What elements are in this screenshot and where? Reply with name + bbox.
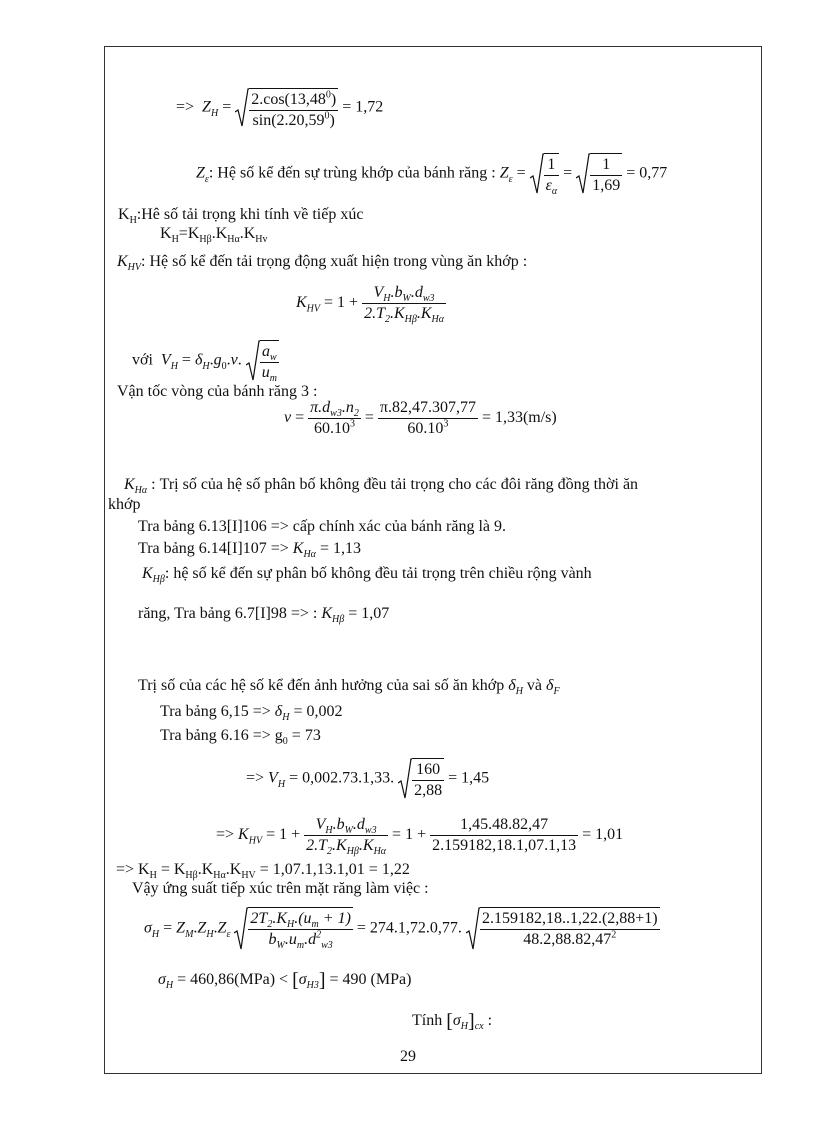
vh-value: => $V_H = 0,002.73.1,33$. $\frac{160}{2,88}$ = 1,45 [246, 758, 489, 800]
error-coefficients: Trị số của các hệ số kể đến ảnh hưởng của sai số ăn khớp $\delta_H$ và $\delta_F$ [138, 677, 560, 698]
kh-value: => $K_H = K_{H\beta}.K_{H\alpha}.K_{HV} = 1,07.1,13.1,01 = 1,22$ [116, 861, 410, 882]
vh-formula: với $V_H = \delta_H.g_0.v$. $\frac{a_w}{u_m}$ [132, 340, 279, 382]
khb-definition: $K_{H\beta}$: hệ số kể đến sự phân bố không đều tải trọng trên chiều rộng vành [142, 565, 592, 586]
khv-definition: $K_{HV}$: Hệ số kể đến tải trọng động xuất hiện trong vùng ăn khớp : [117, 253, 528, 274]
sigma-h-formula: $\sigma_H = Z_M.Z_H.Z_\varepsilon$ $\frac{2T_2.K_H.(u_m + 1)}{b_W.u_m.d^2_{w3}}$ = 274.1,72.0,77. $\frac{2.159182,18..1,22.(2,88+1)}{48.2,88.82,47^2}$ [144, 907, 660, 951]
contact-stress-heading: Vậy ứng suất tiếp xúc trên mặt răng làm việc : [132, 880, 429, 897]
kh-product: $K_H=K_{H\beta}.K_{H\alpha}.K_{Hv}$ [160, 225, 268, 246]
sigma-h-value: $\sigma_H = 460,86(MPa) < [\sigma_{H3}] = 490$ (MPa) [158, 969, 412, 992]
table-6-14: Tra bảng $6.14[I]107 => K_{H\alpha} = 1,13$ [138, 540, 361, 561]
zh-formula: => $Z_H$ = $\frac{2.\cos(13,48^0)}{\sin(2.20,59^0)}$ = 1,72 [176, 89, 384, 129]
zepsilon-line: $Z_\varepsilon$: Hệ số kể đến sự trùng khớp của bánh răng : $Z_\varepsilon$ = $\frac{1}{\varepsilon_\alpha}$ = $\frac{1}{1,69}$ = 0,77 [196, 153, 667, 195]
velocity-heading: Vận tốc vòng của bánh răng 3 : [117, 383, 318, 400]
table-6-13: Tra bảng 6.13[I]106 => cấp chính xác của bánh răng là 9. [138, 518, 507, 535]
khv-value: => $K_{HV} = 1$ + $V_H.b_W.d_{w3}$ $2.T_2.K_{H\beta}.K_{H\alpha}$ = 1 + $\frac{1,45.48.82,47}{2.159182,18.1,07.1,13}$ = 1,01 [216, 816, 624, 858]
table-6-16: Tra bảng $6.16 => g_0 = 73$ [160, 727, 321, 748]
page-number: 29 [400, 1048, 416, 1065]
kha-definition-cont: khớp [108, 496, 141, 513]
kh-definition: $K_H:Hê$ số tải trọng khi tính về tiếp xúc [118, 206, 364, 227]
khv-formula: $K_{HV} = 1$ + $V_H.b_W.d_{w3}$ $2.T_2.K_{H\beta}.K_{H\alpha}$ [296, 284, 444, 326]
sigma-h-cx-heading: Tính $[\sigma_H]_{cx}$ : [412, 1010, 493, 1033]
table-6-7: răng, Tra bảng 6.7[I]98 => : $K_{H\beta} = 1,07$ [138, 605, 390, 626]
velocity-formula: v = $\frac{\pi.d_{w3}.n_2}{60.10^3}$ = $\frac{\pi.82,47.307,77}{60.10^3}$ = 1,33(m/s) [284, 399, 557, 437]
kha-definition: $K_{H\alpha}$ : Trị số của hệ số phân bố không đều tải trọng cho các đôi răng đồng thời ăn [124, 476, 639, 497]
table-6-15: Tra bảng $6,15 => \delta_H = 0,002$ [160, 703, 343, 724]
